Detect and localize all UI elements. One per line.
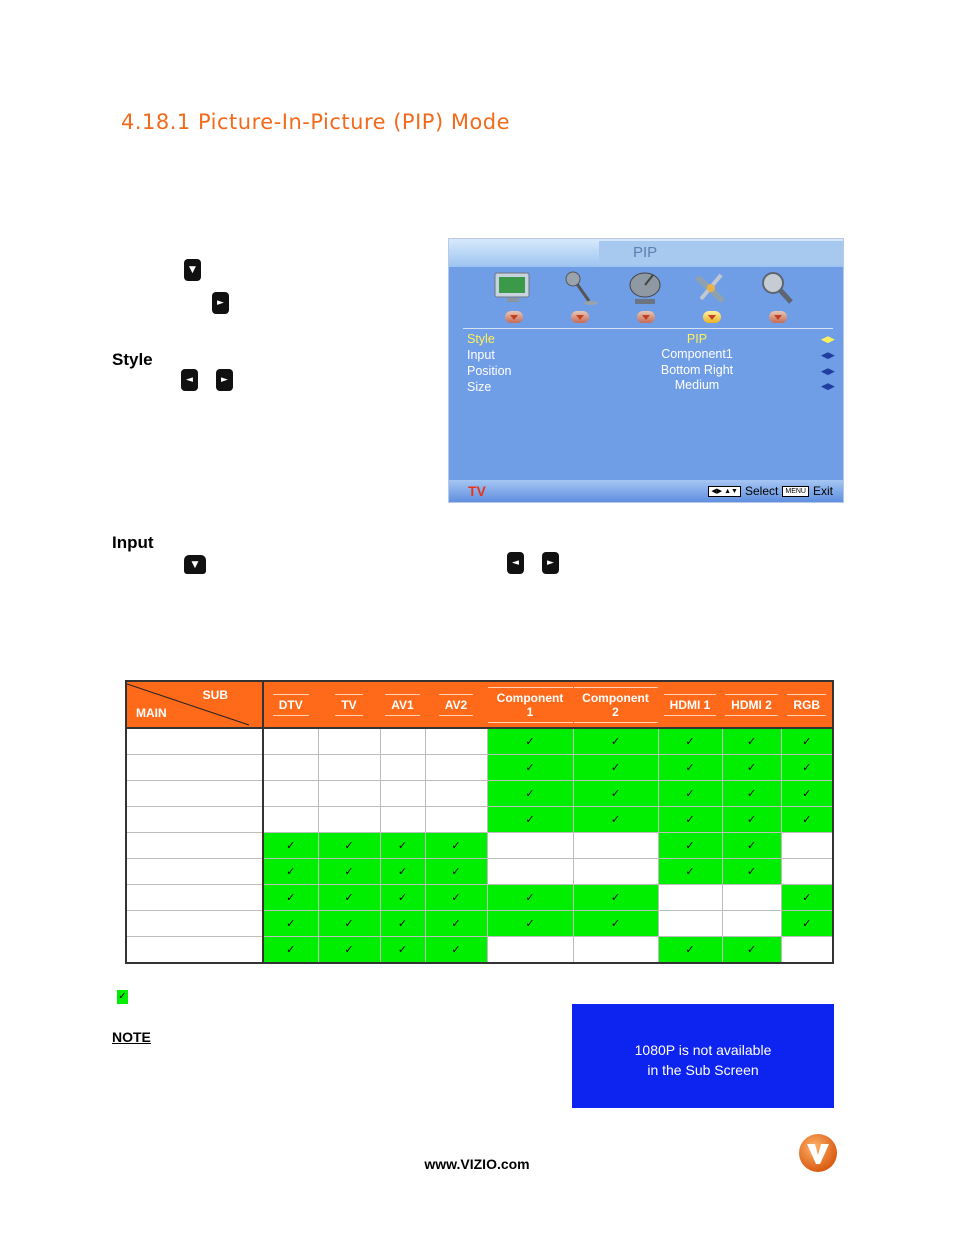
table-cell-supported: ✓ (487, 728, 573, 755)
column-header: AV2 (425, 681, 487, 728)
osd-tab-tv[interactable] (637, 311, 655, 323)
left-right-arrow-icon: ◀▶ (821, 366, 835, 376)
legend-check-mark: ✓ (118, 991, 127, 1002)
table-row (126, 937, 833, 964)
right-key-icon: ► (212, 292, 229, 314)
table-cell-unsupported (318, 781, 380, 807)
osd-divider (463, 328, 833, 329)
table-row (126, 859, 833, 885)
table-cell-unsupported (263, 807, 318, 833)
table-cell-unsupported (318, 728, 380, 755)
corner-diagonal (127, 682, 264, 727)
table-cell-supported: ✓ (380, 885, 425, 911)
osd-title: PIP (599, 241, 843, 265)
table-body (126, 728, 833, 963)
table-cell-unsupported (487, 937, 573, 964)
column-header: AV1 (380, 681, 425, 728)
osd-value-style: PIP (686, 332, 708, 346)
table-cell-supported: ✓ (658, 781, 722, 807)
table-cell-supported: ✓ (658, 937, 722, 964)
table-cell-supported: ✓ (658, 859, 722, 885)
table-cell-unsupported (781, 859, 833, 885)
table-cell-unsupported (487, 859, 573, 885)
osd-hint (708, 484, 833, 498)
nav-keys-icon: ◀▶ ▲▼ (708, 486, 741, 497)
style-label: Style (112, 350, 153, 369)
note-label: NOTE (112, 1029, 151, 1045)
down-key-icon: ▼ (184, 259, 201, 281)
table-cell-supported: ✓ (722, 807, 781, 833)
osd-hint-exit: Exit (812, 484, 833, 498)
table-cell-unsupported (380, 755, 425, 781)
column-header: Component 1 (487, 681, 573, 728)
table-cell-supported: ✓ (425, 911, 487, 937)
table-cell-supported: ✓ (425, 937, 487, 964)
table-cell-supported: ✓ (781, 807, 833, 833)
column-header: HDMI 2 (722, 681, 781, 728)
table-row (126, 807, 833, 833)
table-cell-unsupported (658, 885, 722, 911)
table-cell-unsupported (781, 937, 833, 964)
table-cell-supported: ✓ (380, 911, 425, 937)
corner-main-label: MAIN (136, 706, 167, 720)
column-header: Component 2 (573, 681, 658, 728)
row-label (126, 937, 263, 964)
table-cell-supported: ✓ (380, 833, 425, 859)
table-cell-supported: ✓ (573, 911, 658, 937)
table-row (126, 885, 833, 911)
table-cell-supported: ✓ (487, 911, 573, 937)
pip-osd-menu (448, 238, 844, 503)
table-cell-supported: ✓ (425, 885, 487, 911)
tv-picture-icon[interactable] (493, 269, 533, 307)
column-header: DTV (263, 681, 318, 728)
table-row (126, 728, 833, 755)
osd-item-position[interactable]: Position (467, 364, 512, 378)
table-cell-supported: ✓ (722, 859, 781, 885)
message-line: 1080P is not available (634, 1042, 772, 1058)
satellite-dish-icon[interactable] (625, 269, 665, 307)
table-cell-supported: ✓ (487, 781, 573, 807)
footer-url[interactable]: www.VIZIO.com (424, 1156, 530, 1172)
right-key-icon: ► (216, 369, 233, 391)
sub-screen-message (572, 1004, 834, 1108)
left-right-arrow-icon: ◀▶ (821, 334, 835, 344)
table-cell-unsupported (573, 833, 658, 859)
table-cell-unsupported (380, 781, 425, 807)
table-cell-unsupported (425, 781, 487, 807)
row-label (126, 781, 263, 807)
table-cell-unsupported (425, 755, 487, 781)
table-cell-unsupported (573, 937, 658, 964)
table-cell-supported: ✓ (318, 911, 380, 937)
table-cell-supported: ✓ (573, 781, 658, 807)
osd-value-input: Component1 (661, 347, 733, 361)
table-cell-supported: ✓ (658, 728, 722, 755)
osd-source-label: TV (468, 483, 486, 499)
menu-key-icon: MENU (782, 486, 809, 497)
table-row (126, 833, 833, 859)
osd-icon-row (449, 269, 843, 309)
osd-value-position: Bottom Right (660, 363, 734, 377)
left-right-arrow-icon: ◀▶ (821, 350, 835, 360)
table-cell-supported: ✓ (263, 885, 318, 911)
table-cell-supported: ✓ (658, 807, 722, 833)
osd-hint-select: Select (745, 484, 779, 498)
table-cell-supported: ✓ (263, 937, 318, 964)
section-heading: 4.18.1 Picture-In-Picture (PIP) Mode (121, 110, 511, 134)
table-cell-supported: ✓ (263, 859, 318, 885)
osd-tab-setup[interactable] (703, 311, 721, 323)
osd-tab-audio[interactable] (571, 311, 589, 323)
table-cell-supported: ✓ (487, 755, 573, 781)
row-label (126, 911, 263, 937)
table-cell-supported: ✓ (318, 937, 380, 964)
table-cell-unsupported (781, 833, 833, 859)
table-cell-supported: ✓ (380, 859, 425, 885)
osd-tab-help[interactable] (769, 311, 787, 323)
tools-wrench-icon[interactable] (691, 269, 731, 307)
osd-tab-picture[interactable] (505, 311, 523, 323)
table-cell-supported: ✓ (781, 781, 833, 807)
table-cell-supported: ✓ (781, 728, 833, 755)
table-cell-supported: ✓ (781, 911, 833, 937)
table-cell-unsupported (722, 885, 781, 911)
table-cell-unsupported (263, 755, 318, 781)
table-cell-supported: ✓ (380, 937, 425, 964)
table-cell-unsupported (380, 807, 425, 833)
table-cell-supported: ✓ (722, 781, 781, 807)
table-cell-supported: ✓ (263, 911, 318, 937)
table-cell-supported: ✓ (487, 885, 573, 911)
table-cell-supported: ✓ (318, 859, 380, 885)
table-cell-unsupported (658, 911, 722, 937)
table-cell-supported: ✓ (318, 833, 380, 859)
row-label (126, 728, 263, 755)
column-header: RGB (781, 681, 833, 728)
table-cell-supported: ✓ (263, 833, 318, 859)
table-cell-unsupported (318, 755, 380, 781)
help-magnifier-icon[interactable] (757, 269, 797, 307)
corner-sub-label: SUB (202, 688, 228, 702)
table-cell-supported: ✓ (425, 859, 487, 885)
table-cell-unsupported (318, 807, 380, 833)
table-cell-supported: ✓ (722, 728, 781, 755)
table-row (126, 781, 833, 807)
left-key-icon: ◄ (181, 369, 198, 391)
right-key-icon: ► (542, 552, 559, 574)
pip-compatibility-table (125, 680, 834, 964)
column-header: TV (318, 681, 380, 728)
table-cell-supported: ✓ (425, 833, 487, 859)
row-label (126, 833, 263, 859)
osd-item-style[interactable]: Style (467, 332, 495, 346)
down-key-icon: ▼ (184, 555, 206, 574)
table-cell-supported: ✓ (722, 937, 781, 964)
column-header: HDMI 1 (658, 681, 722, 728)
row-label (126, 807, 263, 833)
osd-item-size[interactable]: Size (467, 380, 492, 394)
row-label (126, 859, 263, 885)
table-row (126, 755, 833, 781)
table-cell-unsupported (263, 728, 318, 755)
input-label: Input (112, 533, 154, 552)
row-label (126, 755, 263, 781)
table-cell-supported: ✓ (573, 728, 658, 755)
table-cell-unsupported (722, 911, 781, 937)
table-cell-supported: ✓ (573, 885, 658, 911)
table-cell-supported: ✓ (781, 755, 833, 781)
table-cell-unsupported (425, 728, 487, 755)
table-cell-supported: ✓ (722, 833, 781, 859)
table-cell-unsupported (263, 781, 318, 807)
table-cell-unsupported (425, 807, 487, 833)
audio-microphone-icon[interactable] (559, 269, 599, 307)
left-right-arrow-icon: ◀▶ (821, 381, 835, 391)
table-cell-supported: ✓ (658, 755, 722, 781)
table-cell-supported: ✓ (573, 755, 658, 781)
table-corner-header (126, 681, 263, 728)
vizio-logo-icon (798, 1133, 838, 1173)
table-cell-supported: ✓ (658, 833, 722, 859)
left-key-icon: ◄ (507, 552, 524, 574)
table-cell-unsupported (380, 728, 425, 755)
table-cell-supported: ✓ (781, 885, 833, 911)
osd-value-size: Medium (674, 378, 720, 392)
table-cell-supported: ✓ (573, 807, 658, 833)
table-cell-supported: ✓ (722, 755, 781, 781)
row-label (126, 885, 263, 911)
table-cell-unsupported (573, 859, 658, 885)
table-cell-unsupported (487, 833, 573, 859)
table-cell-supported: ✓ (487, 807, 573, 833)
message-line: in the Sub Screen (647, 1062, 759, 1078)
table-row (126, 911, 833, 937)
osd-item-input[interactable]: Input (467, 348, 495, 362)
table-cell-supported: ✓ (318, 885, 380, 911)
